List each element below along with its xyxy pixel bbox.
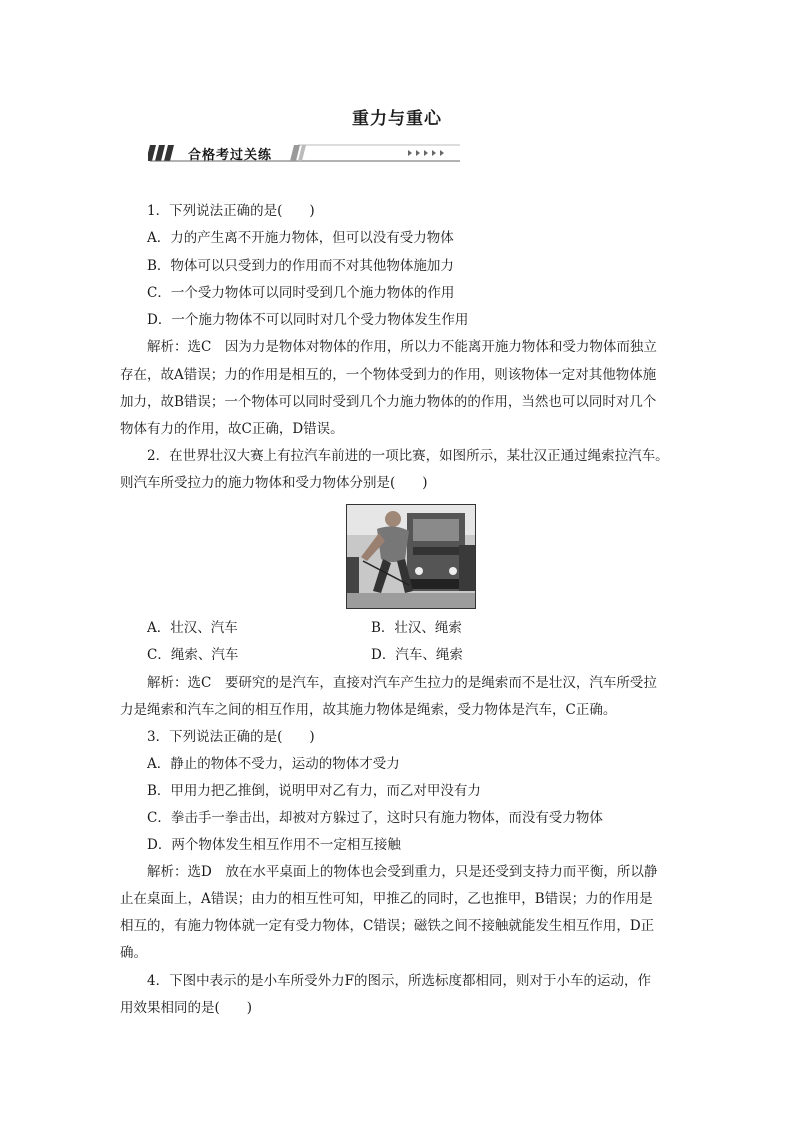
q1-stem: 1．下列说法正确的是( ) [147,203,315,219]
q1-option-d: D．一个施力物体不可以同时对几个受力物体发生作用 [147,312,469,328]
q3-analysis-line: 确。 [120,945,147,961]
q3-option-a: A．静止的物体不受力，运动的物体才受力 [147,756,400,772]
q1-option-c: C．一个受力物体可以同时受到几个施力物体的作用 [147,285,455,301]
banner-label: 合格考过关练 [188,148,273,163]
q2-option-d: D．汽车、绳索 [371,647,463,663]
q4-stem-line: 用效果相同的是( ) [120,1000,253,1016]
q1-option-a: A．力的产生离不开施力物体，但可以没有受力物体 [147,230,454,246]
q1-analysis-line: 存在，故A错误；力的作用是相互的，一个物体受到力的作用，则该物体一定对其他物体施 [120,367,657,383]
q2-option-b: B．壮汉、绳索 [371,620,462,636]
q3-stem: 3．下列说法正确的是( ) [147,729,315,745]
q1-analysis-line: 加力，故B错误；一个物体可以同时受到几个力施力物体的的作用，当然也可以同时对几个 [120,394,657,410]
q3-analysis-line: 相互的，有施力物体就一定有受力物体，C错误；磁铁之间不接触就能发生相互作用，D正 [120,918,655,934]
q2-option-a: A．壮汉、汽车 [147,620,238,636]
q4-stem-line: 4．下图中表示的是小车所受外力F的图示，所选标度都相同，则对于小车的运动，作 [147,973,651,989]
q3-option-d: D．两个物体发生相互作用不一定相互接触 [147,837,401,853]
q2-analysis-line: 解析：选C 要研究的是汽车，直接对汽车产生拉力的是绳索而不是壮汉，汽车所受拉 [147,675,657,691]
q2-analysis-line: 力是绳索和汽车之间的相互作用，故其施力物体是绳索，受力物体是汽车，C正确。 [120,702,617,718]
q3-option-b: B．甲用力把乙推倒，说明甲对乙有力，而乙对甲没有力 [147,783,481,799]
photo-illustration [347,505,475,608]
strongman-pulling-truck-photo [346,504,476,609]
q1-analysis-line: 物体有力的作用，故C正确，D错误。 [120,421,344,437]
q1-option-b: B．物体可以只受到力的作用而不对其他物体施加力 [147,258,454,274]
q1-analysis-line: 解析：选C 因为力是物体对物体的作用，所以力不能离开施力物体和受力物体而独立 [147,339,657,355]
q3-analysis-line: 止在桌面上，A错误；由力的相互性可知，甲推乙的同时，乙也推甲，B错误；力的作用是 [120,891,653,907]
q2-stem-line: 2．在世界壮汉大赛上有拉汽车前进的一项比赛，如图所示，某壮汉正通过绳索拉汽车。 [147,448,669,464]
q2-option-c: C．绳索、汽车 [147,647,239,663]
q2-stem-line: 则汽车所受拉力的施力物体和受力物体分别是( ) [120,475,428,491]
page-title: 重力与重心 [352,109,442,129]
q3-option-c: C．拳击手一拳击出，却被对方躲过了，这时只有施力物体，而没有受力物体 [147,810,603,826]
q3-analysis-line: 解析：选D 放在水平桌面上的物体也会受到重力，只是还受到支持力而平衡，所以静 [147,864,658,880]
section-banner [148,142,462,164]
